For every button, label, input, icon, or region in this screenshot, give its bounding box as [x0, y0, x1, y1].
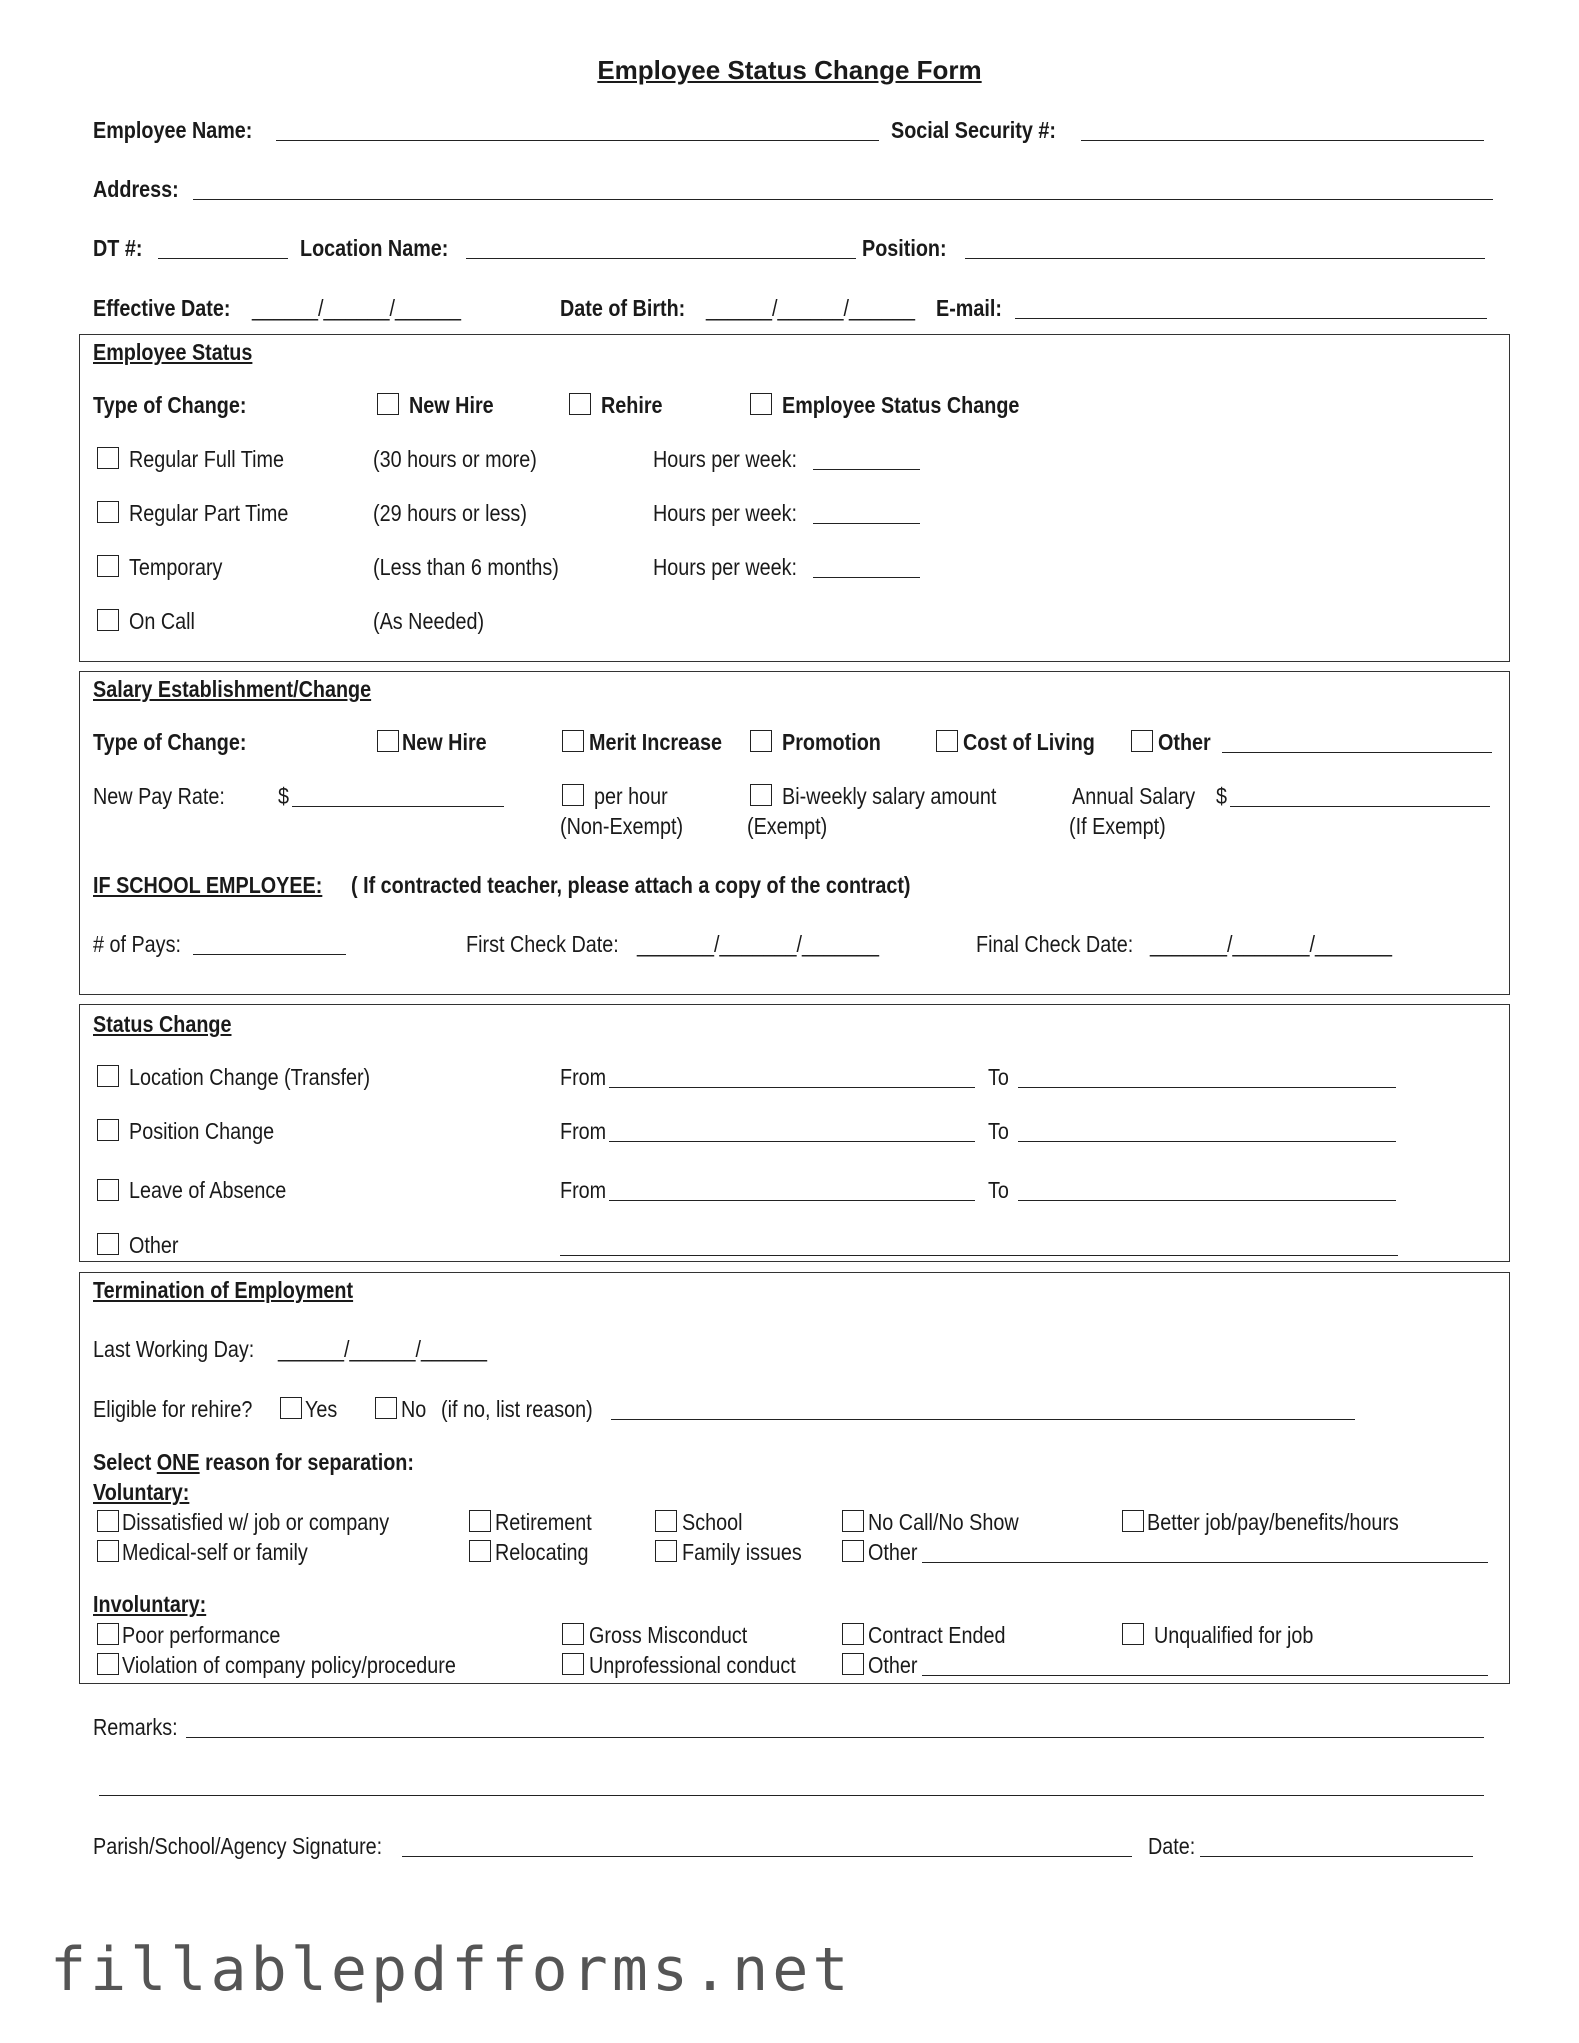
vol-family-issues-label: Family issues	[682, 1539, 802, 1565]
vol-dissatisfied-checkbox[interactable]	[97, 1510, 119, 1532]
vol-family-issues-checkbox[interactable]	[655, 1540, 677, 1562]
location-name-field[interactable]	[466, 258, 856, 259]
invol-gross-misconduct-checkbox[interactable]	[562, 1623, 584, 1645]
es-type-of-change-label: Type of Change:	[93, 392, 247, 418]
es-new-hire-label: New Hire	[409, 392, 494, 418]
on-call-checkbox[interactable]	[97, 609, 119, 631]
temporary-label: Temporary	[129, 554, 223, 580]
address-label: Address:	[93, 176, 179, 202]
date-field[interactable]	[1200, 1856, 1473, 1857]
annual-salary-field[interactable]	[1230, 806, 1490, 807]
exempt-label: (Exempt)	[747, 813, 828, 839]
last-working-day-field[interactable]: ______/______/______	[278, 1336, 488, 1362]
eligible-rehire-label: Eligible for rehire?	[93, 1396, 253, 1422]
to-field[interactable]	[1018, 1200, 1396, 1201]
merit-increase-checkbox[interactable]	[562, 730, 584, 752]
invol-contract-ended-label: Contract Ended	[868, 1622, 1006, 1648]
signature-field[interactable]	[402, 1856, 1132, 1857]
promotion-checkbox[interactable]	[750, 730, 772, 752]
from-field[interactable]	[609, 1200, 975, 1201]
vol-other-label: Other	[868, 1539, 918, 1565]
invol-violation-checkbox[interactable]	[97, 1653, 119, 1675]
from-field[interactable]	[609, 1141, 975, 1142]
location-change-label: Location Change (Transfer)	[129, 1064, 371, 1090]
regular-full-time-desc: (30 hours or more)	[373, 446, 537, 472]
regular-part-time-checkbox[interactable]	[97, 501, 119, 523]
new-pay-rate-field[interactable]	[292, 806, 504, 807]
select-one-emphasis: ONE	[156, 1449, 200, 1475]
es-status-change-checkbox[interactable]	[750, 393, 772, 415]
vol-better-job-label: Better job/pay/benefits/hours	[1147, 1509, 1399, 1535]
vol-relocating-label: Relocating	[495, 1539, 589, 1565]
effective-date-label: Effective Date:	[93, 295, 231, 321]
position-change-label: Position Change	[129, 1118, 275, 1144]
invol-gross-misconduct-label: Gross Misconduct	[589, 1622, 748, 1648]
salary-heading: Salary Establishment/Change	[93, 676, 372, 702]
vol-school-checkbox[interactable]	[655, 1510, 677, 1532]
voluntary-heading: Voluntary:	[93, 1479, 190, 1505]
vol-better-job-checkbox[interactable]	[1122, 1510, 1144, 1532]
invol-poor-performance-checkbox[interactable]	[97, 1623, 119, 1645]
regular-full-time-checkbox[interactable]	[97, 447, 119, 469]
pays-label: # of Pays:	[93, 931, 181, 957]
last-working-day-label: Last Working Day:	[93, 1336, 255, 1362]
annual-dollar-sign: $	[1216, 783, 1228, 809]
es-new-hire-checkbox[interactable]	[377, 393, 399, 415]
final-check-field[interactable]: _______/_______/_______	[1150, 931, 1393, 957]
from-label: From	[560, 1177, 607, 1203]
location-change-checkbox[interactable]	[97, 1065, 119, 1087]
vol-medical-checkbox[interactable]	[97, 1540, 119, 1562]
email-label: E-mail:	[936, 295, 1002, 321]
invol-other-label: Other	[868, 1652, 918, 1678]
dob-field[interactable]: ______/______/______	[706, 295, 916, 321]
vol-other-field[interactable]	[922, 1562, 1488, 1563]
remarks-field[interactable]	[186, 1737, 1484, 1738]
hours-per-week-label: Hours per week:	[653, 446, 798, 472]
invol-unqualified-label: Unqualified for job	[1154, 1622, 1314, 1648]
hours-per-week-label: Hours per week:	[653, 554, 798, 580]
position-field[interactable]	[965, 258, 1485, 259]
email-field[interactable]	[1015, 318, 1487, 319]
vol-retirement-checkbox[interactable]	[469, 1510, 491, 1532]
hours-per-week-field[interactable]	[813, 469, 920, 470]
termination-heading: Termination of Employment	[93, 1277, 354, 1303]
invol-violation-label: Violation of company policy/procedure	[122, 1652, 456, 1678]
school-employee-label: IF SCHOOL EMPLOYEE:	[93, 872, 323, 898]
invol-unqualified-checkbox[interactable]	[1122, 1623, 1144, 1645]
regular-part-time-label: Regular Part Time	[129, 500, 289, 526]
hours-per-week-field[interactable]	[813, 523, 920, 524]
cost-of-living-checkbox[interactable]	[936, 730, 958, 752]
employee-status-section	[79, 334, 1510, 662]
position-change-checkbox[interactable]	[97, 1119, 119, 1141]
select-prefix: Select	[93, 1449, 152, 1475]
position-label: Position:	[862, 235, 947, 261]
dt-label: DT #:	[93, 235, 143, 261]
to-field[interactable]	[1018, 1087, 1396, 1088]
from-label: From	[560, 1118, 607, 1144]
invol-other-checkbox[interactable]	[842, 1653, 864, 1675]
first-check-field[interactable]: _______/_______/_______	[637, 931, 880, 957]
invol-unprofessional-checkbox[interactable]	[562, 1653, 584, 1675]
es-status-change-label: Employee Status Change	[782, 392, 1020, 418]
on-call-desc: (As Needed)	[373, 608, 485, 634]
leave-of-absence-label: Leave of Absence	[129, 1177, 287, 1203]
employee-status-heading: Employee Status	[93, 339, 253, 365]
hours-per-week-field[interactable]	[813, 577, 920, 578]
sal-other-label: Other	[1158, 729, 1211, 755]
per-hour-label: per hour	[594, 783, 668, 809]
vol-dissatisfied-label: Dissatisfied w/ job or company	[122, 1509, 390, 1535]
biweekly-label: Bi-weekly salary amount	[782, 783, 997, 809]
vol-retirement-label: Retirement	[495, 1509, 592, 1535]
rehire-no-reason-label: (if no, list reason)	[441, 1396, 593, 1422]
pays-field[interactable]	[193, 954, 346, 955]
to-label: To	[988, 1118, 1009, 1144]
location-name-label: Location Name:	[300, 235, 449, 261]
to-field[interactable]	[1018, 1141, 1396, 1142]
merit-increase-label: Merit Increase	[589, 729, 723, 755]
regular-full-time-label: Regular Full Time	[129, 446, 285, 472]
form-title: Employee Status Change Form	[597, 55, 982, 85]
status-other-field[interactable]	[560, 1255, 1398, 1256]
first-check-label: First Check Date:	[466, 931, 619, 957]
to-label: To	[988, 1064, 1009, 1090]
sal-new-hire-label: New Hire	[402, 729, 487, 755]
rehire-no-checkbox[interactable]	[375, 1397, 397, 1419]
dt-field[interactable]	[158, 258, 288, 259]
vol-no-call-checkbox[interactable]	[842, 1510, 864, 1532]
remarks-label: Remarks:	[93, 1714, 178, 1740]
on-call-label: On Call	[129, 608, 195, 634]
involuntary-heading: Involuntary:	[93, 1591, 207, 1617]
hours-per-week-label: Hours per week:	[653, 500, 798, 526]
invol-unprofessional-label: Unprofessional conduct	[589, 1652, 796, 1678]
employee-name-field[interactable]	[276, 140, 879, 141]
from-label: From	[560, 1064, 607, 1090]
ssn-label: Social Security #:	[891, 117, 1056, 143]
invol-poor-performance-label: Poor performance	[122, 1622, 281, 1648]
dob-label: Date of Birth:	[560, 295, 686, 321]
from-field[interactable]	[609, 1087, 975, 1088]
new-pay-rate-label: New Pay Rate:	[93, 783, 225, 809]
sal-new-hire-checkbox[interactable]	[377, 730, 399, 752]
non-exempt-label: (Non-Exempt)	[560, 813, 684, 839]
vol-other-checkbox[interactable]	[842, 1540, 864, 1562]
vol-relocating-checkbox[interactable]	[469, 1540, 491, 1562]
watermark: fillablepdfforms.net	[50, 1935, 853, 2005]
rehire-no-reason-field[interactable]	[611, 1419, 1355, 1420]
promotion-label: Promotion	[782, 729, 881, 755]
effective-date-field[interactable]: ______/______/______	[252, 295, 462, 321]
rehire-yes-checkbox[interactable]	[280, 1397, 302, 1419]
invol-other-field[interactable]	[922, 1675, 1488, 1676]
signature-label: Parish/School/Agency Signature:	[93, 1833, 383, 1859]
employee-name-label: Employee Name:	[93, 117, 253, 143]
temporary-desc: (Less than 6 months)	[373, 554, 559, 580]
rehire-yes-label: Yes	[305, 1396, 338, 1422]
es-rehire-checkbox[interactable]	[569, 393, 591, 415]
cost-of-living-label: Cost of Living	[963, 729, 1095, 755]
to-label: To	[988, 1177, 1009, 1203]
if-exempt-label: (If Exempt)	[1069, 813, 1166, 839]
leave-of-absence-checkbox[interactable]	[97, 1179, 119, 1201]
annual-salary-label: Annual Salary	[1072, 783, 1196, 809]
sal-type-of-change-label: Type of Change:	[93, 729, 247, 755]
date-label: Date:	[1148, 1833, 1196, 1859]
school-employee-note: ( If contracted teacher, please attach a copy of the contract)	[351, 872, 911, 898]
per-hour-checkbox[interactable]	[562, 784, 584, 806]
biweekly-checkbox[interactable]	[750, 784, 772, 806]
rehire-no-label: No	[401, 1396, 427, 1422]
status-change-heading: Status Change	[93, 1011, 232, 1037]
temporary-checkbox[interactable]	[97, 555, 119, 577]
ssn-field[interactable]	[1081, 140, 1484, 141]
vol-no-call-label: No Call/No Show	[868, 1509, 1019, 1535]
vol-school-label: School	[682, 1509, 743, 1535]
status-change-section	[79, 1004, 1510, 1262]
address-field[interactable]	[193, 199, 1493, 200]
invol-contract-ended-checkbox[interactable]	[842, 1623, 864, 1645]
status-other-label: Other	[129, 1232, 179, 1258]
vol-medical-label: Medical-self or family	[122, 1539, 308, 1565]
final-check-label: Final Check Date:	[976, 931, 1134, 957]
sal-other-checkbox[interactable]	[1131, 730, 1153, 752]
select-suffix: reason for separation:	[205, 1449, 414, 1475]
status-other-checkbox[interactable]	[97, 1233, 119, 1255]
select-one-heading	[93, 1448, 414, 1476]
sal-other-field[interactable]	[1222, 752, 1492, 753]
regular-part-time-desc: (29 hours or less)	[373, 500, 527, 526]
dollar-sign: $	[278, 783, 290, 809]
es-rehire-label: Rehire	[601, 392, 663, 418]
remarks-field-line-2[interactable]	[99, 1795, 1484, 1796]
